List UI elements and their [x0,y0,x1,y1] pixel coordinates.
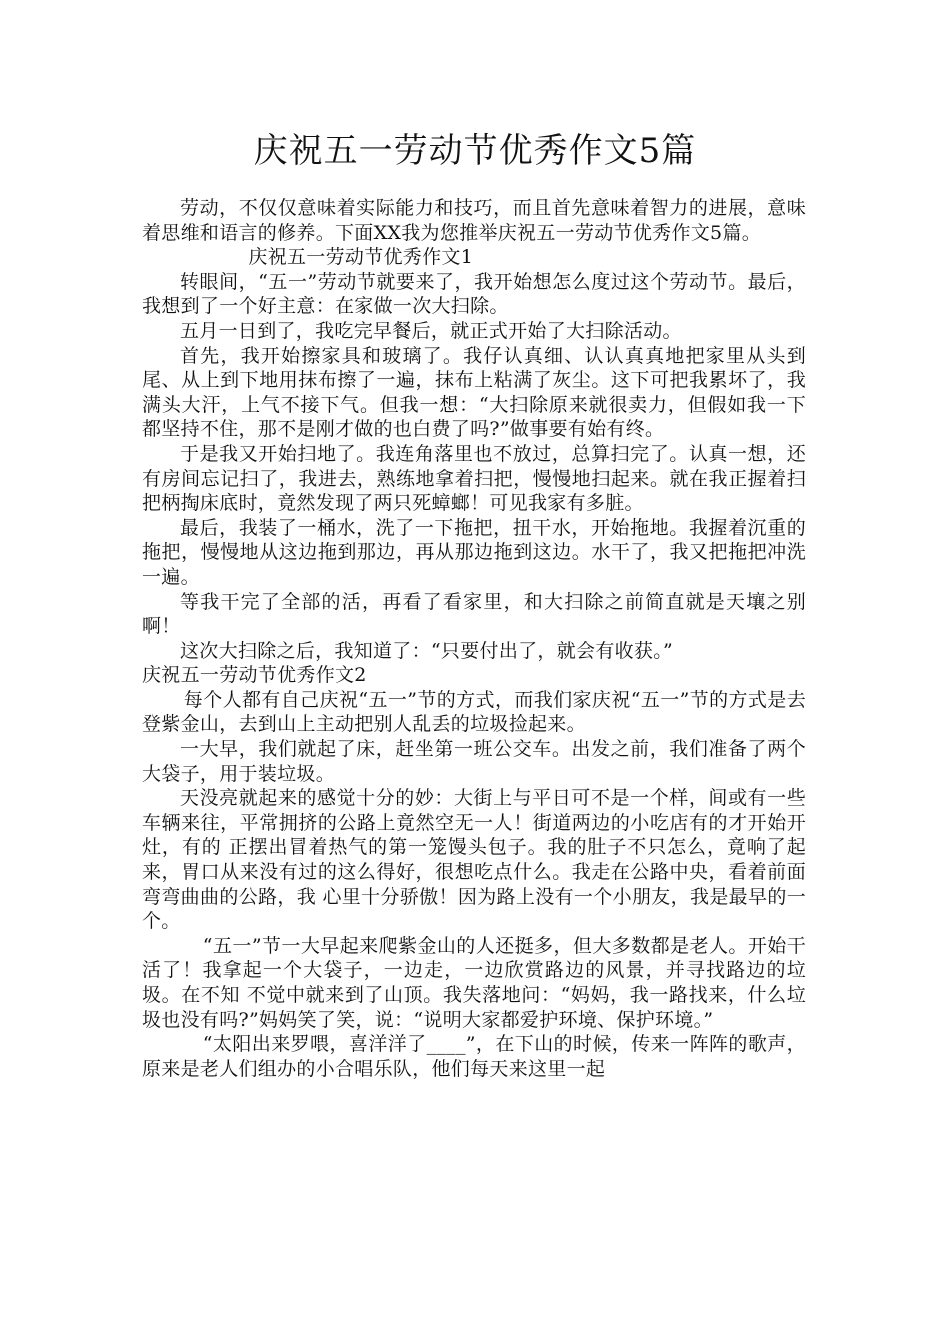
paragraph: 每个人都有自己庆祝“五一”节的方式，而我们家庆祝“五一”节的方式是去登紫金山，去到山上主动把别人乱丢的垃圾捡起来。 [142,688,806,736]
paragraph: 首先，我开始擦家具和玻璃了。我仔认真细、认认真真地把家里从头到尾、从上到下地用抹布擦了一遍，抹布上粘满了灰尘。这下可把我累坏了，我满头大汗，上气不接下气。但我一想：“大扫除原来就很卖力，但假如我一下都坚持不住，那不是刚才做的也白费了吗?”做事要有始有终。 [142,344,806,441]
paragraph: 等我干完了全部的活，再看了看家里，和大扫除之前简直就是天壤之别啊！ [142,590,806,638]
paragraph: 劳动，不仅仅意味着实际能力和技巧，而且首先意味着智力的进展，意味着思维和语言的修养。下面XX我为您推举庆祝五一劳动节优秀作文5篇。 [142,197,806,244]
paragraph: “五一”节一大早起来爬紫金山的人还挺多，但大多数都是老人。开始干活了！我拿起一个大袋子，一边走，一边欣赏路边的风景，并寻找路边的垃圾。在不知 不觉中就来到了山顶。我失落地问：“妈妈，我一路找来，什么垃圾也没有吗?”妈妈笑了笑，说：“说明大家都爱护环境、保护环境。” [142,934,806,1031]
paragraph: 这次大扫除之后，我知道了：“只要付出了，就会有收获。” [180,639,674,662]
section-heading: 庆祝五一劳动节优秀作文1 [248,246,474,269]
paragraph: “太阳出来罗喂，喜洋洋了____”，在下山的时候，传来一阵阵的歌声，原来是老人们组办的小合唱乐队，他们每天来这里一起 [142,1033,806,1080]
paragraph: 五月一日到了，我吃完早餐后，就正式开始了大扫除活动。 [180,319,682,342]
document-body [142,196,806,1081]
document-title: 庆祝五一劳动节优秀作文5篇 [253,131,697,171]
paragraph: 天没亮就起来的感觉十分的妙：大街上与平日可不是一个样，间或有一些车辆来往，平常拥挤的公路上竟然空无一人！街道两边的小吃店有的才开始开灶，有的 正摆出冒着热气的第一笼馒头包子。我的肚子不只怎么，竟响了起来，胃口从来没有过的这么得好，很想吃点什么。我走在公路中央，看着前面弯弯曲曲的公路，我 心里十分骄傲！因为路上没有一个小朋友，我是最早的一个。 [142,787,806,933]
paragraph: 最后，我装了一桶水，洗了一下拖把，扭干水，开始拖地。我握着沉重的拖把，慢慢地从这边拖到那边，再从那边拖到这边。水干了，我又把拖把冲洗一遍。 [142,516,806,588]
section-heading: 庆祝五一劳动节优秀作文2 [142,664,367,687]
paragraph: 于是我又开始扫地了。我连角落里也不放过，总算扫完了。认真一想，还有房间忘记扫了，我进去，熟练地拿着扫把，慢慢地扫起来。就在我正握着扫把柄掏床底时，竟然发现了两只死蟑螂！可见我家有多脏。 [142,442,806,515]
paragraph: 转眼间，“五一”劳动节就要来了，我开始想怎么度过这个劳动节。最后，我想到了一个好主意：在家做一次大扫除。 [142,270,806,318]
paragraph: 一大早，我们就起了床，赶坐第一班公交车。出发之前，我们准备了两个大袋子，用于装垃圾。 [142,738,806,785]
